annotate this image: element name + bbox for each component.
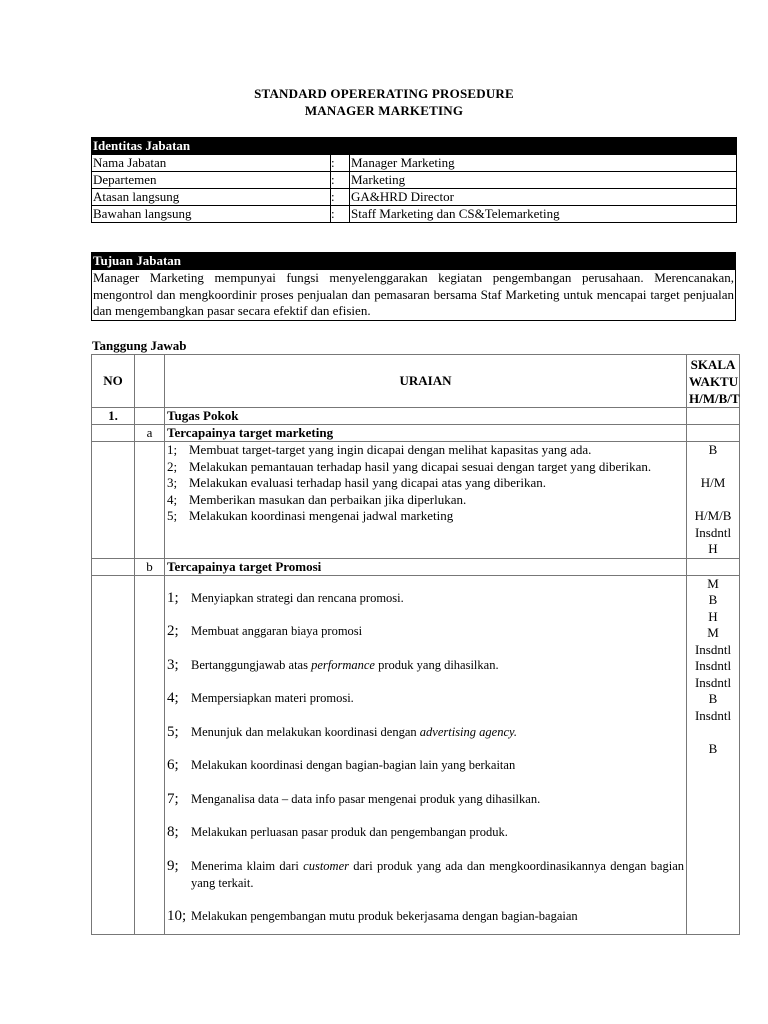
scale-value: Insdntl bbox=[694, 524, 732, 540]
item-text bbox=[191, 690, 684, 707]
list-item bbox=[167, 459, 684, 476]
item-text: Memberikan masukan dan perbaikan jika diperlukan. bbox=[189, 491, 467, 507]
item-number: 1; bbox=[167, 589, 179, 606]
item-number: 4; bbox=[167, 690, 179, 706]
item-number: 3; bbox=[167, 656, 179, 673]
list-item bbox=[167, 690, 684, 707]
scale-value: M bbox=[707, 625, 719, 640]
identity-row bbox=[92, 189, 737, 206]
column-header-blank bbox=[135, 355, 165, 408]
item-text-part: Membuat anggaran biaya promosi bbox=[191, 624, 363, 638]
scale-value bbox=[689, 492, 737, 509]
section-a-items-row bbox=[92, 442, 740, 559]
list-item bbox=[167, 442, 684, 459]
item-text bbox=[191, 824, 684, 841]
empty-cell bbox=[687, 408, 740, 425]
list-item bbox=[167, 908, 684, 925]
item-text-part: Melakukan koordinasi dengan bagian-bagian lain yang berkaitan bbox=[191, 758, 516, 772]
item-text bbox=[191, 657, 684, 674]
scale-value: Insdntl bbox=[694, 658, 732, 673]
item-text-part: Menganalisa data – data info pasar mengenai produk yang dihasilkan. bbox=[191, 791, 541, 806]
identity-value: GA&HRD Director bbox=[350, 189, 737, 206]
scale-header-line: SKALA bbox=[690, 356, 736, 372]
purpose-text: Manager Marketing mempunyai fungsi menyelenggarakan kegiatan pengembangan perusahaan. Merencanakan, mengontrol dan mengkoordinir proses penjualan dan pemasaran bersama Staf Marketing untuk mencapai target penjualan dan mengembangkan pasar secara efektif dan efisien. bbox=[93, 270, 734, 318]
table-header-row bbox=[92, 355, 740, 408]
identity-heading: Identitas Jabatan bbox=[92, 138, 737, 155]
empty-cell bbox=[135, 408, 165, 425]
section-heading: Tercapainya target Promosi bbox=[165, 558, 687, 575]
scale-value bbox=[689, 459, 737, 476]
empty-cell bbox=[135, 442, 165, 559]
scale-value: H/M bbox=[700, 475, 726, 490]
promo-task-list bbox=[167, 576, 684, 926]
scale-value: B bbox=[708, 691, 718, 706]
identity-row bbox=[92, 155, 737, 172]
column-header-description: URAIAN bbox=[165, 355, 687, 408]
section-b-items-row bbox=[92, 575, 740, 934]
item-text-part: dari produk yang ada dan mengkoordinasikannya dengan bagian yang terkait. bbox=[191, 858, 684, 890]
document-subtitle: MANAGER MARKETING bbox=[304, 103, 464, 118]
responsibilities-table bbox=[91, 354, 740, 935]
section-heading: Tercapainya target marketing bbox=[165, 425, 687, 442]
item-number: 7; bbox=[167, 790, 179, 807]
item-text: Melakukan pemantauan terhadap hasil yang dicapai sesuai dengan target yang diberikan. bbox=[189, 458, 652, 474]
identity-value: Staff Marketing dan CS&Telemarketing bbox=[350, 206, 737, 223]
main-task-label: Tugas Pokok bbox=[165, 408, 687, 425]
item-text bbox=[191, 757, 684, 774]
scale-value: B bbox=[708, 592, 718, 607]
scale-cell bbox=[687, 575, 740, 934]
scale-value: M bbox=[707, 575, 719, 591]
item-number: 9; bbox=[167, 857, 179, 874]
empty-cell bbox=[687, 558, 740, 575]
purpose-table bbox=[91, 252, 736, 321]
item-number: 3; bbox=[167, 475, 178, 490]
item-text-italic: performance bbox=[311, 657, 375, 672]
identity-separator: : bbox=[331, 172, 350, 189]
identity-label: Atasan langsung bbox=[92, 189, 331, 206]
scale-value: B bbox=[708, 740, 718, 756]
identity-label: Bawahan langsung bbox=[92, 206, 331, 223]
list-item bbox=[167, 858, 684, 892]
item-text-part: Menerima klaim dari bbox=[191, 858, 304, 873]
scale-value: H bbox=[708, 541, 718, 556]
scale-value: B bbox=[708, 442, 718, 457]
list-item bbox=[167, 757, 684, 774]
task-list-cell bbox=[165, 442, 687, 559]
identity-separator: : bbox=[331, 189, 350, 206]
section-letter: b bbox=[135, 558, 165, 575]
item-number: 5; bbox=[167, 723, 179, 740]
scale-value: H bbox=[708, 608, 718, 624]
item-text-part: Melakukan perluasan pasar produk dan pengembangan produk. bbox=[191, 825, 508, 839]
list-item bbox=[167, 492, 684, 509]
item-number: 2; bbox=[167, 623, 179, 639]
identity-table bbox=[91, 137, 737, 223]
empty-cell bbox=[135, 575, 165, 934]
item-text bbox=[191, 623, 684, 640]
scale-header-line: H/M/B/T bbox=[689, 390, 740, 406]
item-text-italic: customer bbox=[303, 858, 349, 873]
section-letter: a bbox=[135, 425, 165, 442]
column-header-no: NO bbox=[92, 355, 135, 408]
empty-cell bbox=[92, 425, 135, 442]
identity-value: Marketing bbox=[350, 172, 737, 189]
item-text-part: Melakukan pengembangan mutu produk bekerjasama dengan bagian-bagaian bbox=[191, 909, 578, 923]
empty-cell bbox=[92, 558, 135, 575]
item-number: 2; bbox=[167, 458, 178, 474]
identity-label: Nama Jabatan bbox=[92, 155, 331, 172]
main-task-number: 1. bbox=[92, 408, 135, 425]
item-text: Melakukan evaluasi terhadap hasil yang dicapai atas yang diberikan. bbox=[189, 475, 547, 490]
purpose-heading: Tujuan Jabatan bbox=[92, 253, 736, 270]
empty-cell bbox=[92, 575, 135, 934]
item-text: Melakukan koordinasi mengenai jadwal marketing bbox=[189, 508, 454, 523]
scale-value: Insdntl bbox=[694, 641, 732, 657]
main-task-row bbox=[92, 408, 740, 425]
item-text bbox=[191, 858, 684, 892]
task-list-cell bbox=[165, 575, 687, 934]
item-text-part: Menyiapkan strategi dan rencana promosi. bbox=[191, 590, 404, 605]
list-item bbox=[167, 657, 684, 674]
identity-separator: : bbox=[331, 206, 350, 223]
item-text bbox=[191, 590, 684, 607]
item-text: Membuat target-target yang ingin dicapai dengan melihat kapasitas yang ada. bbox=[189, 442, 592, 457]
identity-row bbox=[92, 206, 737, 223]
list-item bbox=[167, 623, 684, 640]
column-header-scale bbox=[687, 355, 740, 408]
responsibilities-title: Tanggung Jawab bbox=[92, 338, 187, 353]
item-number: 6; bbox=[167, 757, 179, 773]
item-number: 8; bbox=[167, 824, 179, 840]
list-item bbox=[167, 475, 684, 492]
item-text-part: produk yang dihasilkan. bbox=[374, 657, 499, 672]
list-item bbox=[167, 508, 684, 525]
item-text-part: Menunjuk dan melakukan koordinasi dengan bbox=[191, 724, 420, 739]
identity-separator: : bbox=[331, 155, 350, 172]
scale-value: Insdntl bbox=[694, 674, 732, 690]
scale-cell bbox=[687, 442, 740, 559]
item-number: 1; bbox=[167, 442, 178, 457]
scale-value: Insdntl bbox=[694, 707, 732, 723]
item-text-part: Bertanggungjawab atas bbox=[191, 657, 312, 672]
list-item bbox=[167, 824, 684, 841]
scale-header-line: WAKTU bbox=[689, 373, 739, 389]
item-text-part: Mempersiapkan materi promosi. bbox=[191, 691, 354, 705]
item-text bbox=[191, 908, 684, 925]
task-list bbox=[167, 442, 684, 525]
section-a-heading-row bbox=[92, 425, 740, 442]
identity-row bbox=[92, 172, 737, 189]
list-item bbox=[167, 724, 684, 741]
item-number: 4; bbox=[167, 491, 178, 507]
section-b-heading-row bbox=[92, 558, 740, 575]
item-number: 10; bbox=[167, 908, 187, 924]
scale-value: H/M/B bbox=[694, 508, 732, 523]
item-number: 5; bbox=[167, 508, 178, 523]
identity-label: Departemen bbox=[92, 172, 331, 189]
list-item bbox=[167, 791, 684, 808]
empty-cell bbox=[687, 425, 740, 442]
document-title: STANDARD OPERERATING PROSEDURE bbox=[254, 86, 514, 101]
scale-value bbox=[689, 724, 737, 741]
identity-value: Manager Marketing bbox=[350, 155, 737, 172]
item-text-italic: advertising agency. bbox=[419, 724, 517, 739]
list-item bbox=[167, 590, 684, 607]
item-text bbox=[191, 724, 684, 741]
item-text bbox=[191, 791, 684, 808]
empty-cell bbox=[92, 442, 135, 559]
